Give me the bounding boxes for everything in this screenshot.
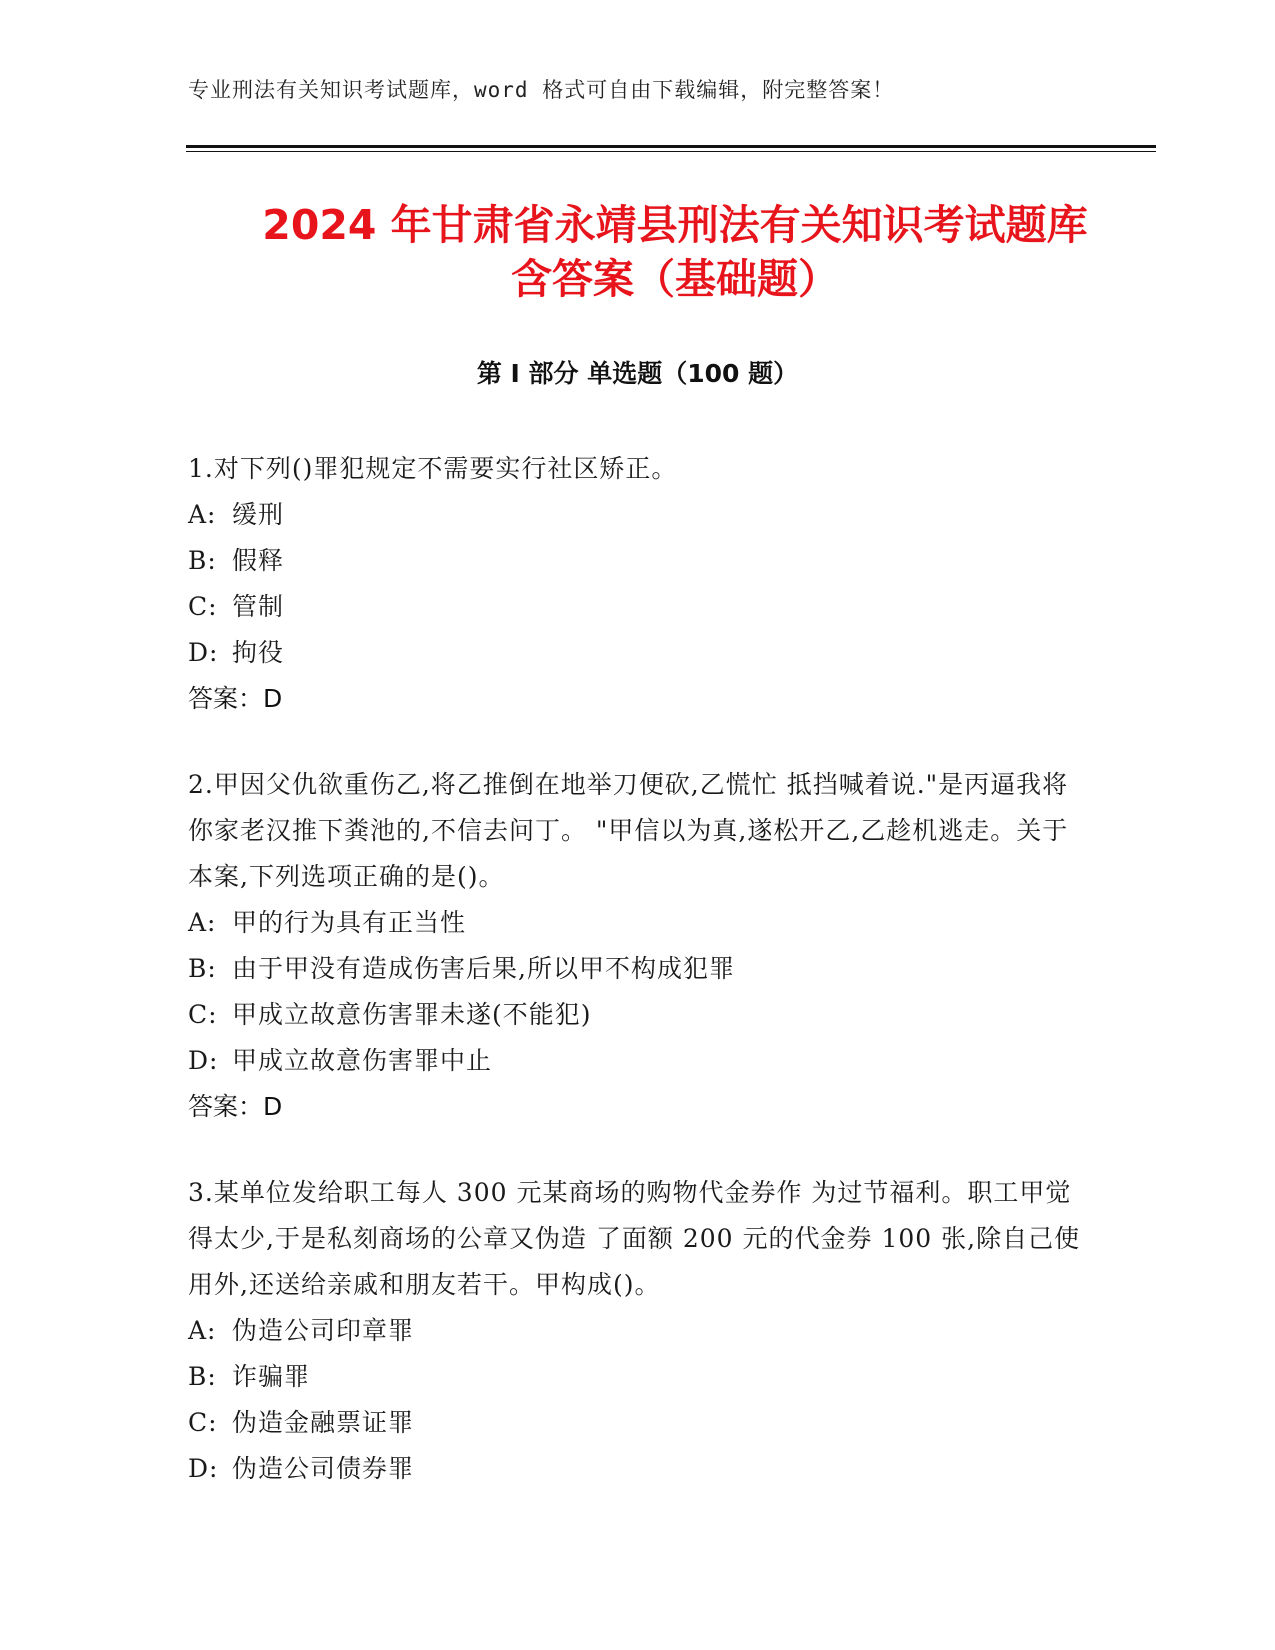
option-a — [188, 900, 1088, 946]
option-d — [188, 630, 1088, 676]
option-b — [188, 538, 1088, 584]
option-b — [188, 946, 1088, 992]
question-2 — [188, 762, 1088, 1130]
option-key: D: — [188, 1454, 219, 1483]
option-text: 甲成立故意伤害罪未遂(不能犯) — [232, 1000, 592, 1029]
option-key: C: — [188, 1000, 218, 1029]
option-c — [188, 584, 1088, 630]
title-line-1: 2024 年甘肃省永靖县刑法有关知识考试题库 — [262, 201, 1088, 249]
option-key: B: — [188, 546, 217, 575]
answer-line: 答案：D — [188, 1092, 283, 1121]
answer-line: 答案：D — [188, 684, 283, 713]
option-key: C: — [188, 592, 218, 621]
option-text: 伪造公司印章罪 — [232, 1316, 415, 1345]
question-1 — [188, 446, 1088, 722]
option-text: 诈骗罪 — [232, 1362, 311, 1391]
option-key: D: — [188, 638, 219, 667]
option-a — [188, 492, 1088, 538]
option-text: 伪造金融票证罪 — [232, 1408, 415, 1437]
option-text: 甲的行为具有正当性 — [232, 908, 467, 937]
option-text: 假释 — [232, 546, 285, 575]
header-note: 专业刑法有关知识考试题库，word 格式可自由下载编辑，附完整答案！ — [188, 78, 895, 102]
question-stem: 1.对下列()罪犯规定不需要实行社区矫正。 — [188, 454, 678, 483]
option-c — [188, 992, 1088, 1038]
option-text: 拘役 — [232, 638, 285, 667]
option-key: B: — [188, 954, 217, 983]
option-key: B: — [188, 1362, 217, 1391]
option-d — [188, 1038, 1088, 1084]
question-list — [188, 446, 1088, 1532]
option-text: 由于甲没有造成伤害后果,所以甲不构成犯罪 — [232, 954, 735, 983]
option-d — [188, 1446, 1088, 1492]
option-text: 伪造公司债券罪 — [232, 1454, 415, 1483]
header-rule-thick — [186, 145, 1156, 148]
option-c — [188, 1400, 1088, 1446]
option-key: A: — [188, 500, 217, 529]
question-stem: 2.甲因父仇欲重伤乙,将乙推倒在地举刀便砍,乙慌忙 抵挡喊着说."是丙逼我将你家老汉推下粪池的,不信去问丁。 "甲信以为真,遂松开乙,乙趁机逃走。关于本案,下列选项正确的是()。 — [188, 770, 1069, 891]
option-text: 管制 — [232, 592, 285, 621]
option-text: 缓刑 — [232, 500, 285, 529]
option-key: A: — [188, 1316, 217, 1345]
question-stem: 3.某单位发给职工每人 300 元某商场的购物代金券作 为过节福利。职工甲觉得太少,于是私刻商场的公章又伪造 了面额 200 元的代金券 100 张,除自己使用外,还送给亲戚和朋友若干。甲构成()。 — [188, 1178, 1081, 1299]
option-text: 甲成立故意伤害罪中止 — [232, 1046, 493, 1075]
document-title — [150, 198, 1200, 306]
option-key: A: — [188, 908, 217, 937]
option-b — [188, 1354, 1088, 1400]
section-heading: 第 I 部分 单选题（100 题） — [476, 359, 799, 388]
option-key: C: — [188, 1408, 218, 1437]
title-line-2: 含答案（基础题） — [511, 255, 839, 303]
option-a — [188, 1308, 1088, 1354]
header-rule-thin — [186, 151, 1156, 152]
question-3 — [188, 1170, 1088, 1492]
option-key: D: — [188, 1046, 219, 1075]
